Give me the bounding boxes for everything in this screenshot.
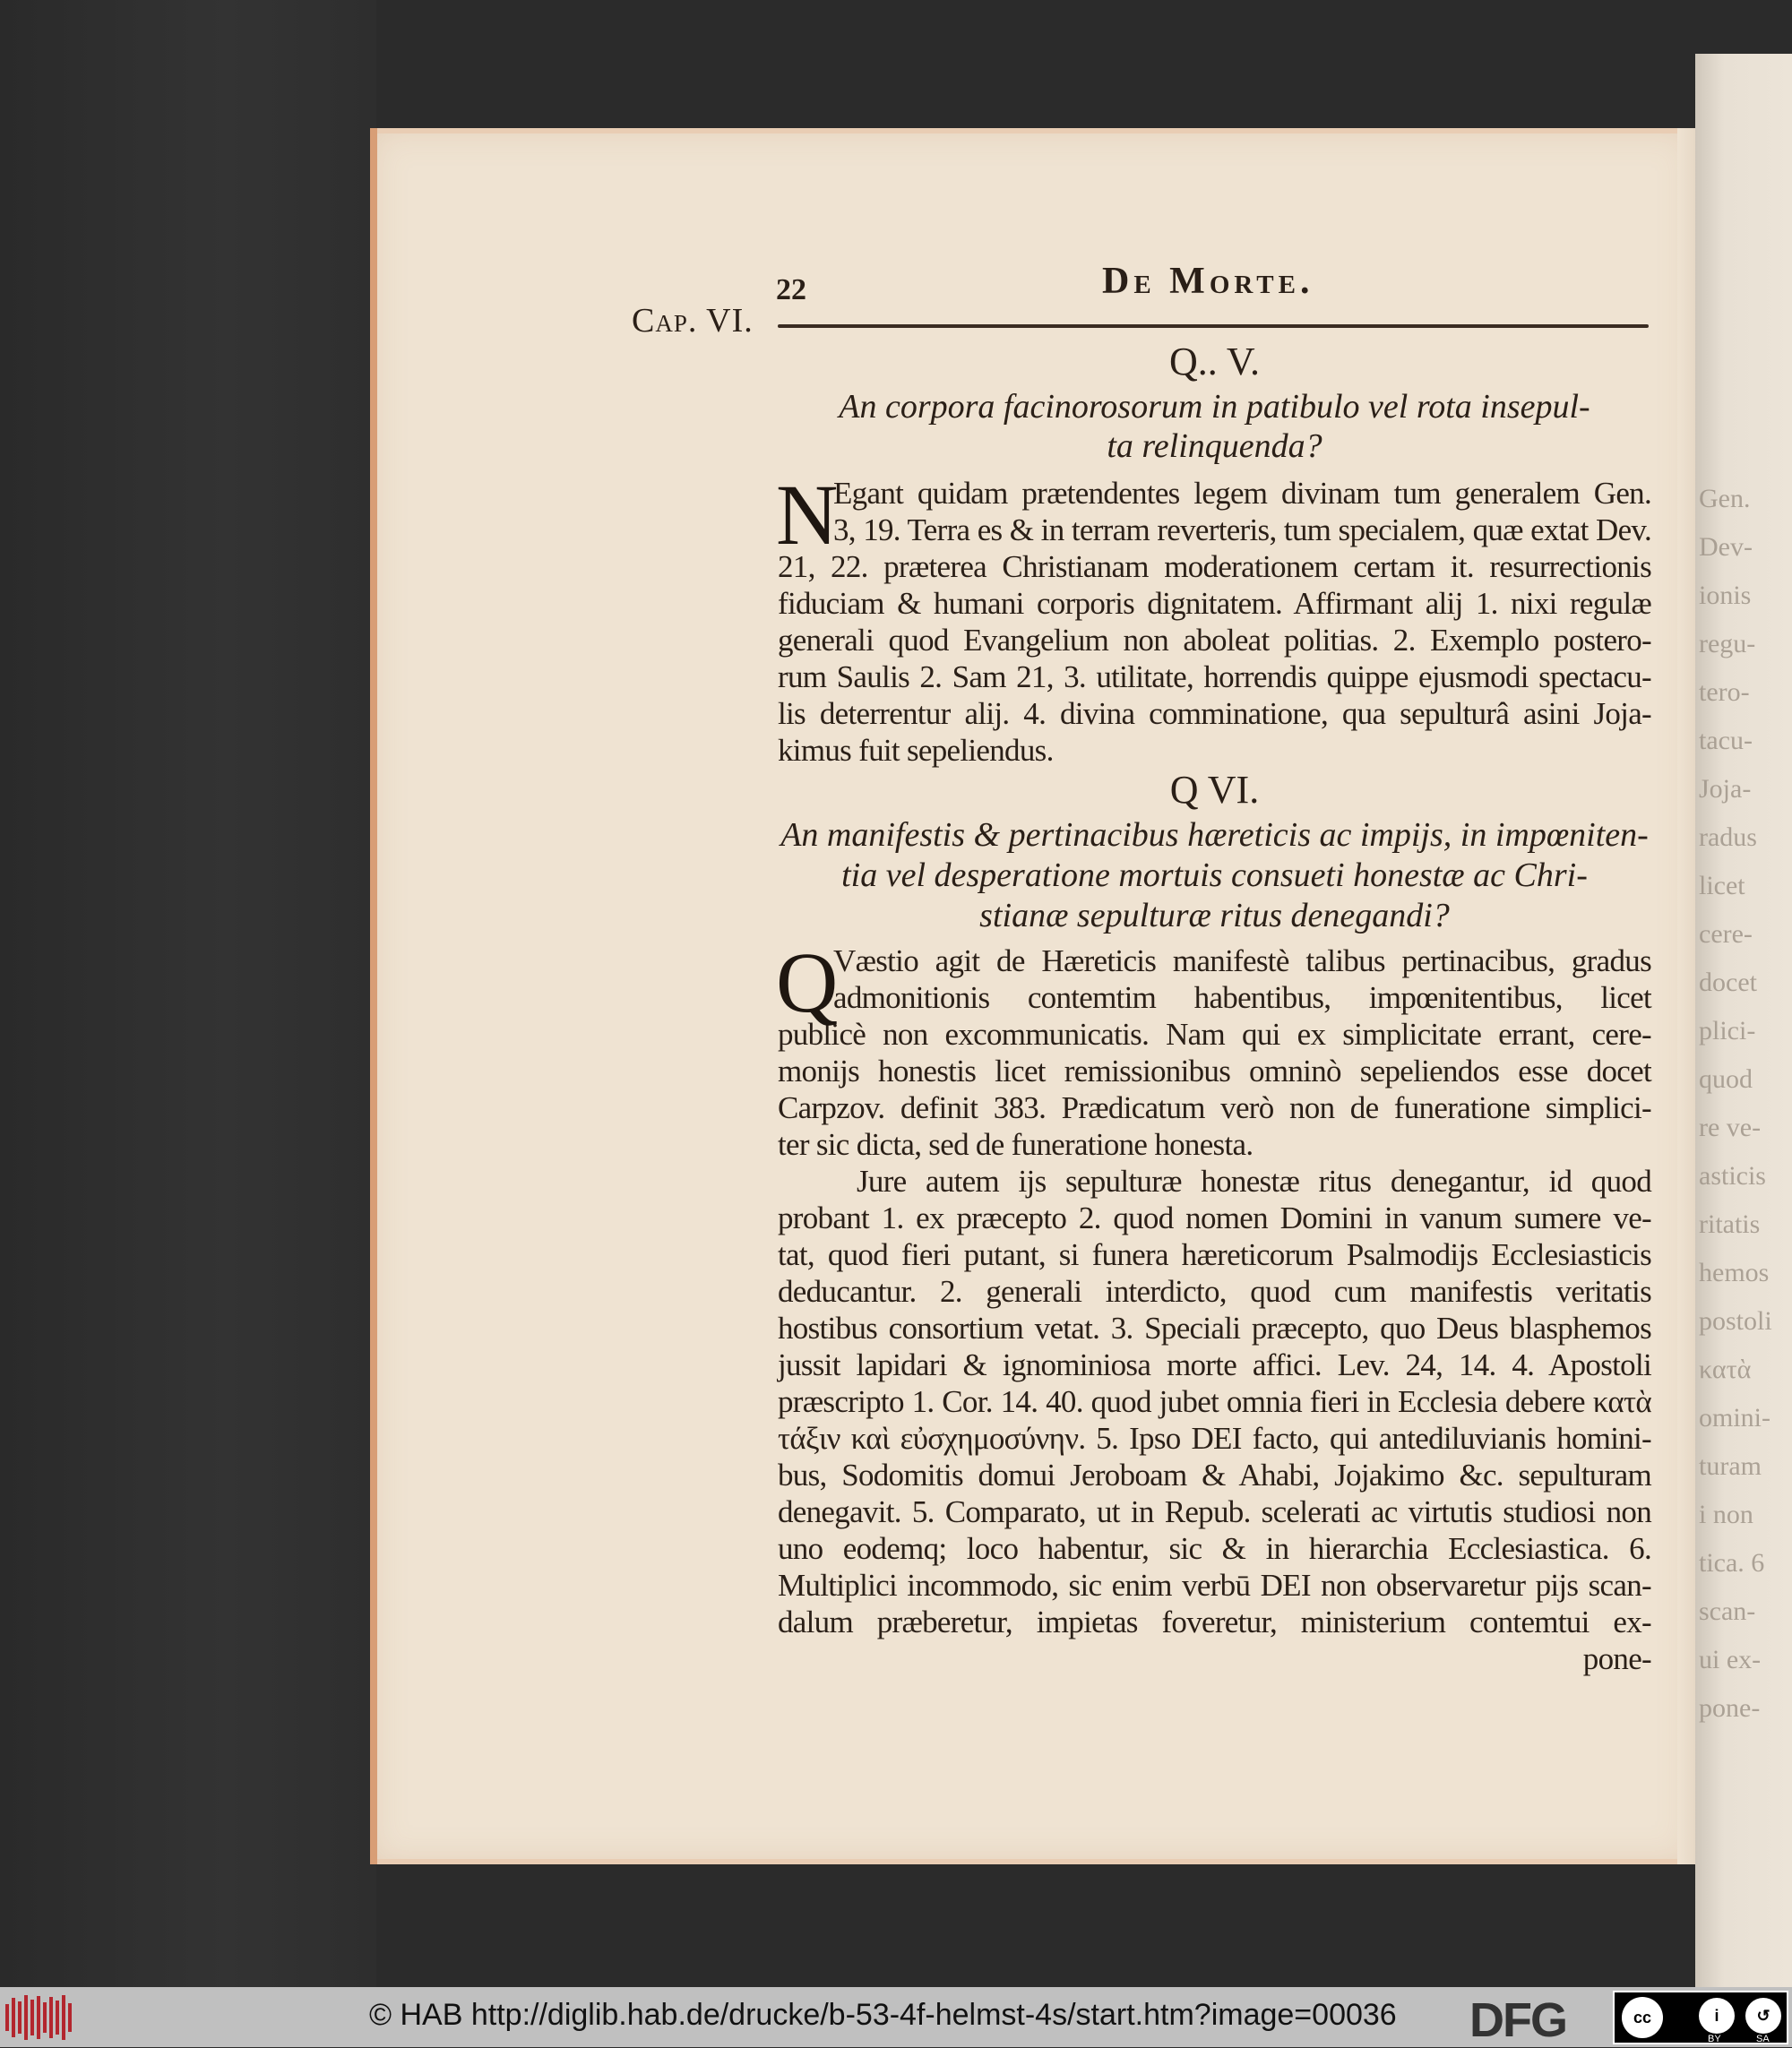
cc-icon: cc [1622,1997,1663,2038]
by-label: BY [1708,2034,1721,2044]
next-page-text-fragment: ionis [1699,581,1752,610]
header-rule [778,324,1649,328]
attribution-icon: i [1699,1998,1735,2034]
text-line: dalum præberetur, impietas foveretur, ministerium contemtui ex- [778,1605,1651,1639]
text-line: hostibus consortium vetat. 3. Speciali præcepto, quo Deus blasphemos [778,1311,1651,1346]
text-line: Multiplici incommodo, sic enim verbū DEI non observaretur pijs scan- [778,1568,1651,1603]
page-number: 22 [776,273,806,306]
next-page-text-fragment: ritatis [1699,1209,1761,1239]
text-line: uno eodemq; loco habentur, sic & in hierarchia Ecclesiastica. 6. [778,1531,1651,1566]
dfg-logo: DFG [1469,1993,1566,2047]
next-page-text-fragment: ui ex- [1699,1645,1762,1674]
text-line: rum Saulis 2. Sam 21, 3. utilitate, horrendis quippe ejusmodi spectacu- [778,659,1651,694]
text-line: 21, 22. præterea Christianam moderationem certam it. resurrectionis [778,549,1651,584]
question-6-heading: Q VI. [1169,768,1260,812]
cc-license-badge[interactable] [1613,1991,1788,2044]
next-page-text-fragment: omini- [1699,1403,1770,1433]
question-6-title-line: stianæ sepulturæ ritus denegandi? [979,897,1450,934]
next-page-text-fragment: docet [1699,968,1757,997]
text-line: τάξιν καὶ εὐσχημοσύνην. 5. Ipso DEI facto, qui antediluvianis homini- [778,1421,1651,1456]
next-page-text-fragment: pone- [1699,1693,1761,1723]
text-line: deducantur. 2. generali interdicto, quod cum manifestis veritatis [778,1274,1651,1309]
next-page-text-fragment: tica. 6 [1699,1548,1765,1578]
question-5-title-line: ta relinquenda? [1107,427,1322,465]
text-line: tat, quod fieri putant, si funera hæreticorum Psalmodijs Ecclesiasticis [778,1237,1651,1272]
text-line: denegavit. 5. Comparato, ut in Repub. scelerati ac virtutis studiosi non [778,1494,1651,1529]
next-page-text-fragment: κατὰ [1699,1355,1752,1384]
sa-label: SA [1756,2034,1770,2044]
next-page-text-fragment: scan- [1699,1596,1756,1626]
text-line: fiduciam & humani corporis dignitatem. Affirmant alij 1. nixi regulæ [778,586,1651,621]
question-6-title-line: An manifestis & pertinacibus hæreticis ac impijs, in impœniten- [780,816,1649,854]
next-page-text-fragment: hemos [1699,1258,1770,1287]
text-line: præscripto 1. Cor. 14. 40. quod jubet omnia fieri in Ecclesia debere κατὰ [778,1384,1651,1419]
text-line: ter sic dicta, sed de funeratione honesta. [778,1127,1254,1162]
question-6-title-line: tia vel desperatione mortuis consueti honestæ ac Chri- [841,856,1588,894]
footer-bar [0,1987,1792,2047]
question-5-body [776,467,1651,769]
text-line: publicè non excommunicatis. Nam qui ex simplicitate errant, cere- [778,1017,1651,1052]
next-page-text-fragment: Joja- [1699,774,1752,804]
text-line: kimus fuit sepeliendus. [778,733,1054,768]
next-page-text-fragment: cere- [1699,919,1753,949]
question-5-title-line: An corpora facinorosorum in patibulo vel rota insepul- [839,388,1590,426]
text-line: Egant quidam prætendentes legem divinam tum generalem Gen. [833,476,1651,511]
next-page-text-fragment: i non [1699,1500,1753,1529]
next-page-text-fragment: radus [1699,822,1757,852]
credit-link[interactable]: © HAB http://diglib.hab.de/drucke/b-53-4f-helmst-4s/start.htm?image=00036 [369,1998,1397,2032]
page-edge [370,128,377,1864]
share-alike-icon: ↺ [1745,1998,1781,2034]
text-line: Væstio agit de Hæreticis manifestè talibus pertinacibus, gradus [833,943,1651,978]
text-line: Jure autem ijs sepulturæ honestæ ritus denegantur, id quod [857,1164,1651,1199]
next-page-edge [1695,54,1792,1987]
next-page-text-fragment: quod [1699,1064,1753,1094]
next-page-text-fragment: licet [1699,871,1745,900]
drop-cap: N [776,467,839,563]
next-page-text-fragment: re ve- [1699,1113,1762,1142]
next-page-text-fragment: tacu- [1699,726,1753,755]
page-gutter [1677,128,1695,1864]
text-line: bus, Sodomitis domui Jeroboam & Ahabi, Jojakimo &c. sepulturam [778,1458,1651,1493]
drop-cap: Q [776,934,839,1030]
next-page-text-fragment: tero- [1699,677,1750,707]
running-head: De Morte. [1102,261,1314,302]
text-line: monijs honestis licet remissionibus omninò sepeliendos esse docet [778,1054,1651,1089]
text-line: jussit lapidari & ignominiosa morte affici. Lev. 24, 14. 4. Apostoli [778,1347,1651,1382]
next-page-text-fragment: plici- [1699,1016,1756,1046]
text-line: pone- [1582,1641,1651,1676]
hab-logo [5,1994,75,2041]
margin-chapter-note: Cap. VI. [632,302,754,340]
next-page-text-fragment: asticis [1699,1161,1766,1191]
text-line: lis deterrentur alij. 4. divina comminatione, qua sepulturâ asini Joja- [778,696,1651,731]
next-page-text-fragment: turam [1699,1451,1762,1481]
text-line: probant 1. ex præcepto 2. quod nomen Domini in vanum sumere ve- [778,1200,1651,1235]
next-page-text-fragment: Gen. [1699,484,1751,513]
next-page-text-fragment: postoli [1699,1306,1772,1336]
question-6-body [776,934,1651,1677]
text-line: admonitionis contemtim habentibus, impœnitentibus, licet [833,980,1651,1015]
next-page-text-fragment: regu- [1699,629,1756,658]
next-page-text-fragment: Dev- [1699,532,1753,562]
text-line: Carpzov. definit 383. Prædicatum verò non de funeratione simplici- [778,1090,1651,1125]
text-line: 3, 19. Terra es & in terram reverteris, tum specialem, quæ extat Dev. [833,512,1651,547]
text-line: generali quod Evangelium non aboleat politias. 2. Exemplo postero- [778,623,1651,658]
question-5-heading: Q.. V. [1168,340,1261,383]
scan-background [0,0,376,1987]
